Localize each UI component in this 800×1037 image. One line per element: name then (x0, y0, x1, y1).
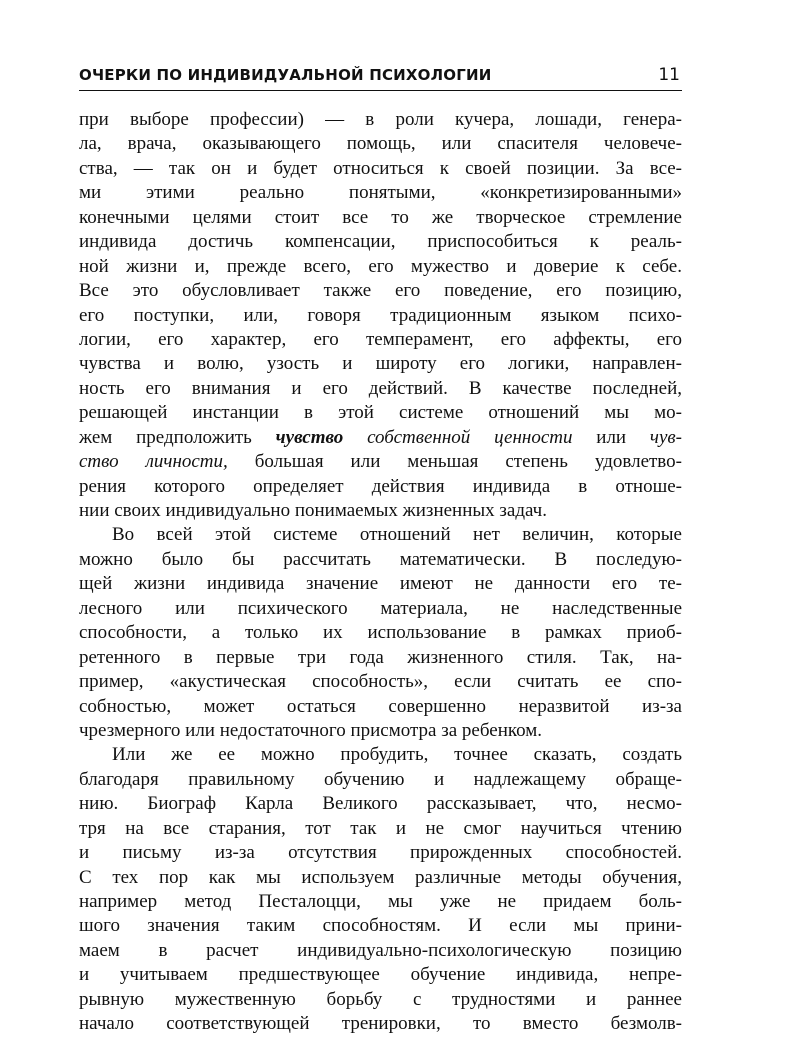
text-line: благодаря правильному обучению и надлежащему обраще- (79, 768, 682, 790)
text-line: щей жизни индивида значение имеют не данности его те- (79, 573, 682, 595)
italic-term: ство личности, (79, 451, 228, 473)
text-line: пример, «акустическая способность», если считать ее спо- (79, 671, 682, 693)
text-line: например метод Песталоцци, мы уже не придаем боль- (79, 891, 682, 912)
paragraph-start: Во всей этой системе отношений нет величин, которые (112, 524, 682, 546)
italic-term: собственной ценности (343, 426, 573, 448)
text-line: собностью, может остаться совершенно неразвитой из-за (79, 695, 682, 717)
body-text (79, 108, 682, 1037)
text-line: и учитываем предшествующее обучение индивида, непре- (79, 964, 682, 986)
page-number: 11 (658, 65, 680, 85)
text-line: и письму из-за отсутствия прирожденных способностей. (79, 842, 682, 864)
text-line: ства, — так он и будет относиться к своей позиции. За все- (79, 157, 682, 179)
text-line: маем в расчет индивидуально-психологическую позицию (79, 939, 682, 961)
text-line: при выборе профессии) — в роли кучера, лошади, генера- (79, 109, 682, 130)
text-line: чувства и волю, узость и широту его логики, направлен- (79, 353, 682, 375)
text-line: тря на все старания, тот так и не смог научиться чтению (79, 817, 682, 839)
text-line: ность его внимания и его действий. В качестве последней, (79, 377, 682, 399)
text-line: можно было бы рассчитать математически. В последую- (79, 548, 682, 570)
text-line: Все это обусловливает также его поведение, его позицию, (79, 280, 682, 302)
paragraph-start: Или же ее можно пробудить, точнее сказать, создать (112, 744, 682, 766)
text-line: чрезмерного или недостаточного присмотра за ребенком. (79, 719, 543, 741)
italic-term: чув- (649, 426, 682, 448)
text-line: его поступки, или, говоря традиционным языком психо- (79, 304, 682, 326)
text-line-emphasis (79, 426, 682, 450)
text-line-emphasis (79, 450, 682, 474)
text-line: нии своих индивидуально понимаемых жизненных задач. (79, 500, 547, 521)
text-line: ми этими реально понятыми, «конкретизированными» (79, 182, 682, 204)
line-fragment: или (572, 426, 650, 448)
running-title: ОЧЕРКИ ПО ИНДИВИДУАЛЬНОЙ ПСИХОЛОГИИ (79, 66, 492, 84)
line-fragment: жем предположить (79, 426, 276, 448)
text-line: решающей инстанции в этой системе отношений мы мо- (79, 402, 682, 424)
emphasis-term: чувство (275, 426, 344, 448)
text-line: конечными целями стоит все то же творческое стремление (79, 206, 682, 228)
text-line: рывную мужественную борьбу с трудностями и раннее (79, 988, 682, 1010)
text-line: ретенного в первые три года жизненного стиля. Так, на- (79, 646, 682, 668)
text-line: нию. Биограф Карла Великого рассказывает, что, несмо- (79, 793, 682, 815)
text-line: ла, врача, оказывающего помощь, или спасителя человече- (79, 133, 682, 155)
running-head (79, 64, 682, 91)
text-line: лесного или психического материала, не наследственные (79, 597, 682, 619)
text-line: индивида достичь компенсации, приспособиться к реаль- (79, 231, 682, 253)
text-line: шого значения таким способностям. И если мы прини- (79, 915, 682, 937)
text-line: ной жизни и, прежде всего, его мужество и доверие к себе. (79, 255, 682, 277)
text-line: способности, а только их использование в рамках приоб- (79, 622, 682, 644)
text-line: логии, его характер, его темперамент, его аффекты, его (79, 328, 682, 350)
text-line: С тех пор как мы используем различные методы обучения, (79, 866, 682, 888)
text-line: начало соответствующей тренировки, то вместо безмолв- (79, 1013, 682, 1035)
text-line: рения которого определяет действия индивида в отноше- (79, 475, 682, 497)
line-fragment: большая или меньшая степень удовлетво- (227, 451, 682, 473)
